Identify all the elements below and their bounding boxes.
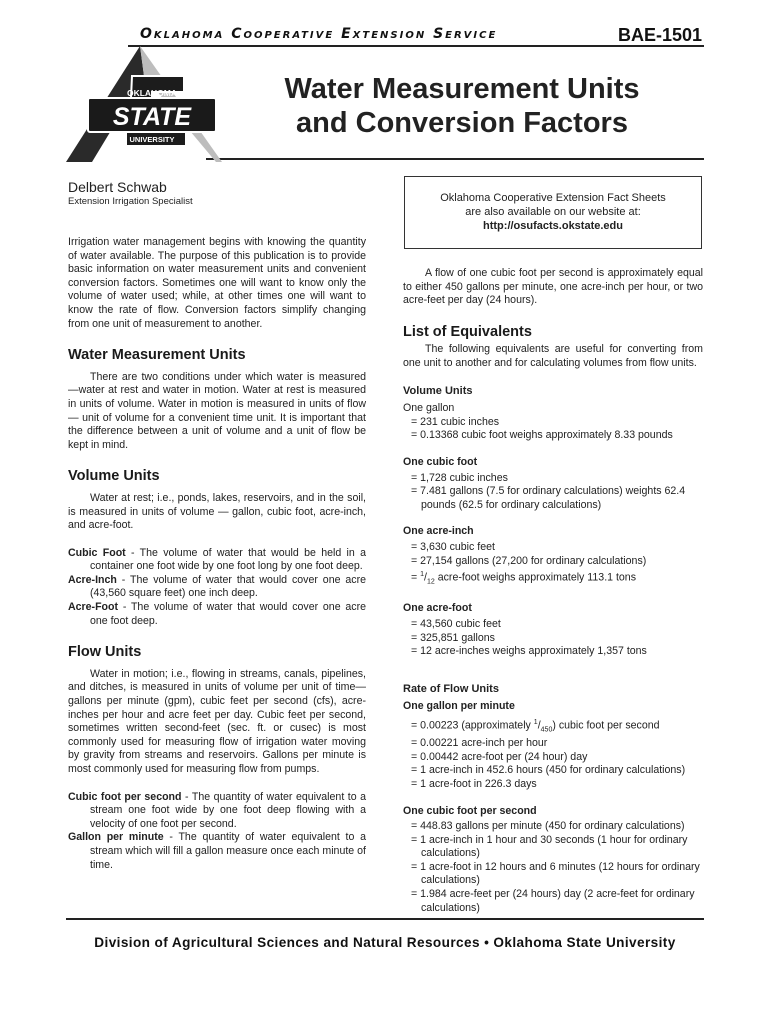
svg-text:UNIVERSITY: UNIVERSITY [129, 135, 175, 144]
right-column [403, 267, 703, 915]
flow-units-paragraph: Water in motion; i.e., flowing in streams, canals, pipelines, and ditches, is measured in units of volume per unit of time—gallons per minute (gpm), cubic feet per second (cfs), acre-inches per hour and acre feet per day. Cubic feet per second, sometimes written second-feet (sec. ft. or cusec) is most commonly used for measuring flow of irrigation water moving by gravity from streams and reservoirs. Gallons per minute is most commonly used for measuring flow from pumps. [68, 667, 366, 775]
equivalent-line: = 0.13368 cubic foot weighs approximately 8.33 pounds [411, 429, 673, 442]
svg-text:STATE: STATE [112, 103, 192, 131]
subheading-one-acre-foot: One acre-foot [403, 602, 472, 615]
equivalent-line: = 1,728 cubic inches [411, 471, 508, 484]
subheading-one-cubic-foot-per-second: One cubic foot per second [403, 804, 537, 817]
series-title: Oklahoma Cooperative Extension Service [140, 26, 498, 42]
equivalent-line: = 43,560 cubic feet [411, 617, 501, 630]
equivalent-line: = 1 acre-inch in 452.6 hours (450 for ordinary calculations) [411, 764, 686, 777]
definition-acre-foot: Acre-Foot - The volume of water that would cover one acre one foot deep. [68, 601, 366, 627]
gallon-lead: One gallon [403, 402, 455, 415]
equivalent-line-fraction: = 0.00223 (approximately $^1/_{450}$) cubic foot per second [411, 718, 660, 734]
volume-definitions [68, 547, 366, 629]
website-notice-box [404, 176, 702, 249]
intro-paragraph: Irrigation water management begins with knowing the quantity of water available. The purpose of this publication is to provide basic information on water measurement units and convenient conversion factors. Sometimes one will want to know only the volume of water used; while, at other times one will want to know the rate of flow. Conversion factors simplify changing from one unit of measurement to another. [68, 236, 366, 330]
flow-definitions [68, 791, 366, 873]
section-heading-list-of-equivalents: List of Equivalents [403, 323, 532, 340]
water-measurement-paragraph: There are two conditions under which water is measured—water at rest and water in motion. Water at rest is measured in units of volume. Water in motion is measured in units of flow— unit of volume for a convenient time unit. It is important that the difference between a unit of volume and a unit of flow be kept in mind. [68, 370, 366, 451]
equivalent-line-fraction: = $^1/_{12}$ acre-foot weighs approximately 113.1 tons [411, 571, 636, 586]
equivalent-line: = 0.00442 acre-foot per (24 hour) day [411, 750, 588, 763]
footer-text: Division of Agricultural Sciences and Natural Resources • Oklahoma State University [94, 935, 676, 950]
subheading-one-acre-inch: One acre-inch [403, 525, 474, 538]
equivalent-line: = 448.83 gallons per minute (450 for ordinary calculations) [411, 820, 685, 833]
subheading-rate-of-flow-units: Rate of Flow Units [403, 682, 499, 695]
title-line-1: Water Measurement Units [284, 73, 640, 105]
equivalent-line: = 231 cubic inches [411, 415, 500, 428]
osu-logo [66, 46, 222, 164]
equivalent-line: = 12 acre-inches weighs approximately 1,357 tons [411, 645, 647, 658]
subheading-one-gallon-per-minute: One gallon per minute [403, 700, 515, 713]
subheading-volume-units: Volume Units [403, 384, 473, 397]
equivalent-line: = 1 acre-foot in 226.3 days [411, 777, 537, 790]
equivalents-intro-paragraph: The following equivalents are useful for converting from one unit to another and for calculating volumes from flow units. [403, 343, 703, 369]
title-rule [206, 158, 704, 160]
equivalent-line: = 27,154 gallons (27,200 for ordinary calculations) [411, 554, 647, 567]
document-title [244, 72, 680, 140]
volume-units-paragraph: Water at rest; i.e., ponds, lakes, reservoirs, and in the soil, is measured in units of volume — gallon, cubic foot, acre-inch, and acre-foot. [68, 491, 366, 532]
left-column [68, 236, 366, 872]
svg-text:OKLAHOMA: OKLAHOMA [126, 88, 178, 98]
section-heading-water-measurement-units: Water Measurement Units [68, 347, 246, 364]
title-line-2: and Conversion Factors [296, 107, 628, 139]
footer-rule [66, 918, 704, 920]
equivalent-line: = 1.984 acre-feet per (24 hours) day (2 acre-feet for ordinary calculations) [411, 888, 695, 914]
website-line-2: are also available on our website at: [465, 206, 641, 218]
equivalent-line: = 0.00221 acre-inch per hour [411, 737, 548, 750]
equivalent-line: = 1 acre-foot in 12 hours and 6 minutes (12 hours for ordinary calculations) [411, 860, 700, 887]
definition-cubic-foot: Cubic Foot - The volume of water that would be held in a container one foot wide by one foot long by one foot deep. [68, 546, 367, 573]
definition-gallon-per-minute: Gallon per minute - The quantity of water equivalent to a stream which will fill a gallon measure once each minute of time. [68, 831, 366, 871]
equivalent-line: = 3,630 cubic feet [411, 540, 495, 553]
definition-cubic-foot-per-second: Cubic foot per second - The quantity of water equivalent to a stream one foot wide by one foot deep flowing with a velocity of one foot per second. [68, 790, 366, 830]
website-url[interactable]: http://osufacts.okstate.edu [483, 220, 623, 232]
website-line-1: Oklahoma Cooperative Extension Fact Sheets [440, 192, 666, 204]
equivalent-line: = 325,851 gallons [411, 631, 495, 644]
section-heading-flow-units: Flow Units [68, 644, 142, 661]
author-role: Extension Irrigation Specialist [68, 196, 193, 207]
flow-equivalence-paragraph: A flow of one cubic foot per second is approximately equal to either 450 gallons per minute, one acre-inch per hour, or two acre-feet per day (24 hours). [403, 267, 703, 307]
author-name: Delbert Schwab [68, 179, 167, 195]
equivalent-line: = 1 acre-inch in 1 hour and 30 seconds (1 hour for ordinary calculations) [411, 833, 688, 860]
subheading-one-cubic-foot: One cubic foot [403, 455, 478, 468]
publication-code: BAE-1501 [618, 25, 703, 45]
section-heading-volume-units: Volume Units [68, 468, 160, 485]
definition-acre-inch: Acre-Inch - The volume of water that would cover one acre (43,560 square feet) one inch deep. [68, 573, 366, 600]
equivalent-line: = 7.481 gallons (7.5 for ordinary calculations) weights 62.4 pounds (62.5 for ordinary calculations) [411, 485, 686, 511]
